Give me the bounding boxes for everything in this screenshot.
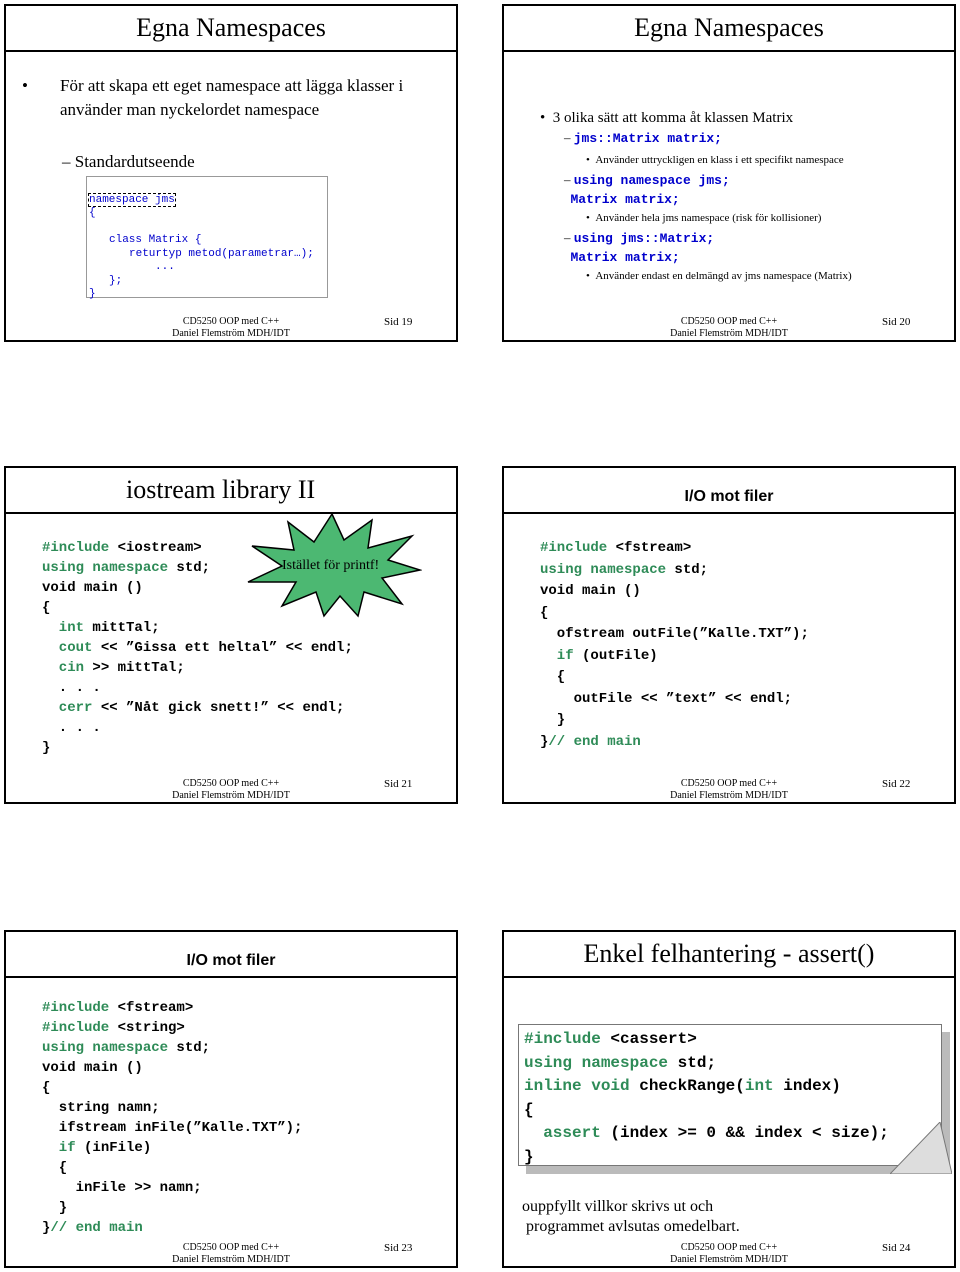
- slide-title-box: [6, 6, 456, 52]
- code-text: }: [42, 1200, 68, 1216]
- code-text: index): [773, 1077, 841, 1095]
- code-text: void main (): [540, 583, 641, 599]
- folded-corner: [890, 1122, 952, 1174]
- code-keyword: using namespace: [42, 560, 169, 576]
- code-text: }: [540, 712, 566, 728]
- note-line: ouppfyllt villkor skrivs ut och: [522, 1198, 714, 1215]
- code-text: mittTal;: [84, 620, 160, 636]
- slide-title: iostream library II: [126, 475, 316, 504]
- code-text: {: [540, 604, 549, 621]
- dash-code: jms::Matrix matrix;: [573, 131, 722, 146]
- code-text: <fstream>: [607, 540, 692, 556]
- code-line: }: [89, 288, 96, 300]
- code-keyword: #include: [524, 1030, 601, 1048]
- code-text: {: [540, 669, 566, 685]
- code-line: };: [109, 274, 123, 287]
- code-text: <fstream>: [109, 1000, 194, 1016]
- dash-item-2: – using namespace jms; Matrix matrix;: [564, 172, 730, 207]
- footer-author: Daniel Flemström MDH/IDT: [670, 790, 788, 801]
- slide-title-box: [504, 6, 954, 52]
- bullet: • För att skapa ett eget namespace att lägga klasser i använder man nyckelordet namespace: [22, 74, 442, 122]
- dash-code: using namespace jms;: [573, 173, 730, 188]
- page-number: Sid 21: [384, 778, 413, 790]
- code-text: {: [42, 1080, 51, 1096]
- code-text: }: [540, 733, 549, 750]
- code-keyword: int: [744, 1077, 774, 1095]
- code-keyword: cerr: [42, 700, 93, 716]
- code-text: }: [524, 1147, 534, 1166]
- footer-course: CD5250 OOP med C++: [680, 1242, 778, 1253]
- slide-footer: [6, 774, 456, 800]
- slide-21: [4, 466, 458, 804]
- code-keyword: using namespace: [524, 1053, 669, 1072]
- dot-text: Använder endast en delmängd av jms namespace (Matrix): [595, 270, 852, 282]
- footer-course: CD5250 OOP med C++: [680, 778, 778, 789]
- code-text: . . .: [42, 720, 101, 736]
- slide-footer: [504, 312, 954, 338]
- page-number: Sid 20: [882, 316, 911, 328]
- footer-course: CD5250 OOP med C++: [182, 1242, 280, 1253]
- code-comment: // end main: [50, 1220, 143, 1236]
- dash-code: Matrix matrix;: [570, 192, 680, 207]
- code-block: [524, 1028, 889, 1169]
- slide-20: [502, 4, 956, 342]
- code-text: << ”Nåt gick snett!” << endl;: [92, 700, 345, 716]
- code-text: void main (): [42, 580, 143, 596]
- slide-title: I/O mot filer: [684, 488, 774, 505]
- dot-item-3: • Använder endast en delmängd av jms namespace (Matrix): [586, 270, 852, 282]
- slide-22: [502, 466, 956, 804]
- sub-bullet: – Standardutseende: [62, 152, 195, 171]
- code-keyword: #include: [42, 540, 110, 556]
- code-text: string namn;: [42, 1100, 160, 1116]
- code-text: . . .: [42, 680, 101, 696]
- note-line: programmet avlsutas omedelbart.: [522, 1218, 740, 1235]
- code-keyword: if: [42, 1140, 76, 1156]
- code-box: [86, 176, 328, 298]
- slide-title-box: [504, 468, 954, 514]
- slide-title-box: [6, 932, 456, 978]
- code-keyword: inline void: [524, 1077, 630, 1095]
- dot-text: Använder hela jms namespace (risk för kollisioner): [595, 212, 822, 224]
- code-line: ...: [155, 261, 175, 273]
- slide-title: Egna Namespaces: [136, 13, 326, 42]
- code-text: >> mittTal;: [84, 660, 185, 676]
- callout-text: Istället för printf!: [282, 558, 380, 573]
- code-text: std;: [168, 1040, 211, 1056]
- footer-author: Daniel Flemström MDH/IDT: [670, 328, 788, 339]
- code-text: inFile >> namn;: [42, 1180, 202, 1196]
- code-text: ifstream inFile(”Kalle.TXT”);: [42, 1120, 303, 1136]
- slide-24: [502, 930, 956, 1268]
- dot-item-1: • Använder uttryckligen en klass i ett specifikt namespace: [586, 154, 844, 166]
- dot-item-2: • Använder hela jms namespace (risk för kollisioner): [586, 212, 822, 224]
- code-text: std;: [666, 561, 709, 578]
- code-text: }: [42, 740, 51, 756]
- code-comment: // end main: [548, 733, 641, 750]
- code-block: [42, 998, 302, 1238]
- code-keyword: int: [42, 620, 85, 636]
- code-line: returtyp metod(parametrar…);: [129, 247, 314, 260]
- code-keyword: #include: [42, 1020, 110, 1036]
- code-text: <string>: [109, 1020, 185, 1036]
- code-text: {: [42, 1160, 68, 1176]
- dash-item-3: – using jms::Matrix; Matrix matrix;: [564, 230, 715, 265]
- code-text: ofstream outFile(”Kalle.TXT”);: [540, 626, 809, 642]
- code-keyword: #include: [42, 1000, 110, 1016]
- dash-code: Matrix matrix;: [570, 250, 680, 265]
- code-text: checkRange(: [629, 1077, 745, 1095]
- slide-19: [4, 4, 458, 342]
- code-keyword: cin: [42, 660, 85, 676]
- code-text: std;: [168, 560, 211, 576]
- dot-text: Använder uttryckligen en klass i ett specifikt namespace: [595, 154, 844, 166]
- bullet-text: 3 olika sätt att komma åt klassen Matrix: [552, 110, 794, 126]
- sub-bullet-text: Standardutseende: [74, 152, 195, 171]
- page-number: Sid 19: [384, 316, 413, 328]
- slide-title-box: [6, 468, 456, 514]
- code-text: std;: [668, 1053, 717, 1072]
- code-keyword: using namespace: [540, 561, 667, 578]
- code-text: outFile << ”text” << endl;: [540, 690, 793, 707]
- footer-author: Daniel Flemström MDH/IDT: [670, 1254, 788, 1265]
- slide-title-box: [504, 932, 954, 978]
- bullet-text: För att skapa ett eget namespace att lägga klasser i använder man nyckelordet namespace: [60, 76, 404, 119]
- footer-course: CD5250 OOP med C++: [680, 316, 778, 327]
- dash-code: using jms::Matrix;: [573, 231, 715, 246]
- slide-footer: [6, 1238, 456, 1264]
- code-text: (inFile): [75, 1140, 152, 1156]
- slide-footer: [504, 1238, 954, 1264]
- code-text: (index >= 0 && index < size);: [600, 1124, 889, 1142]
- code-text: <iostream>: [109, 540, 202, 556]
- slide-title: I/O mot filer: [186, 952, 276, 969]
- slide-title: Enkel felhantering - assert(): [583, 939, 875, 968]
- footer-author: Daniel Flemström MDH/IDT: [172, 328, 290, 339]
- slide-23: [4, 930, 458, 1268]
- code-keyword: using namespace: [42, 1040, 169, 1056]
- code-text: (outFile): [573, 647, 658, 664]
- slide-title: Egna Namespaces: [634, 13, 824, 42]
- page-number: Sid 24: [882, 1242, 911, 1254]
- code-block: [540, 538, 809, 753]
- footer-author: Daniel Flemström MDH/IDT: [172, 790, 290, 801]
- code-keyword: assert: [524, 1124, 601, 1142]
- code-text: }: [42, 1220, 51, 1236]
- footer-course: CD5250 OOP med C++: [182, 778, 280, 789]
- slide-footer: [6, 312, 456, 338]
- dash-item-1: – jms::Matrix matrix;: [564, 130, 722, 146]
- code-keyword: if: [540, 647, 574, 664]
- code-text: {: [42, 600, 51, 616]
- code-text: << ”Gissa ett heltal” << endl;: [92, 640, 353, 656]
- code-keyword: #include: [540, 540, 608, 556]
- bullet: • 3 olika sätt att komma åt klassen Matrix: [540, 110, 794, 126]
- footer-author: Daniel Flemström MDH/IDT: [172, 1254, 290, 1265]
- code-keyword: cout: [42, 640, 93, 656]
- code-text: <cassert>: [600, 1030, 697, 1048]
- footer-course: CD5250 OOP med C++: [182, 316, 280, 327]
- page-number: Sid 22: [882, 778, 911, 790]
- page-number: Sid 23: [384, 1242, 413, 1254]
- slide-footer: [504, 774, 954, 800]
- code-line: namespace jms: [89, 193, 175, 206]
- code-text: void main (): [42, 1060, 143, 1076]
- code-text: {: [524, 1100, 534, 1119]
- code-line: class Matrix {: [109, 234, 202, 246]
- code-line: {: [89, 207, 96, 219]
